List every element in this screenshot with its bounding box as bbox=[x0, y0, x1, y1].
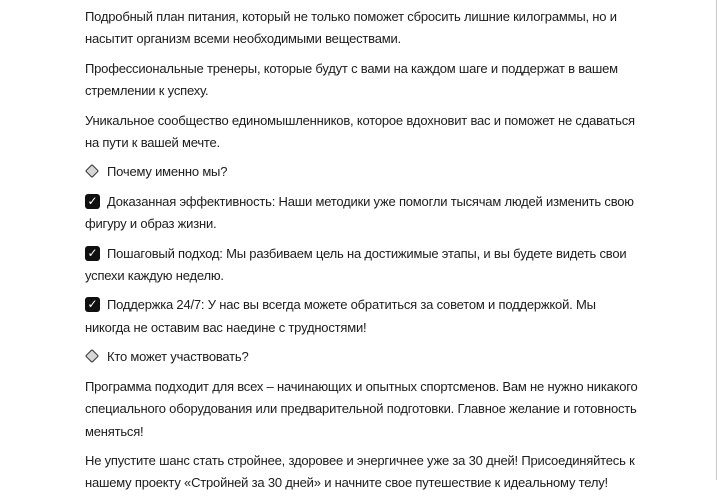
checklist-item bbox=[85, 294, 685, 339]
text-content: насытит организм всеми необходимыми веществами. bbox=[85, 31, 401, 47]
text-line bbox=[85, 80, 685, 102]
text-line bbox=[85, 450, 685, 472]
text-line bbox=[85, 161, 685, 183]
paragraph bbox=[85, 450, 685, 495]
text-line bbox=[85, 132, 685, 154]
heading bbox=[85, 346, 685, 368]
text-line bbox=[85, 265, 685, 287]
text-content: нашему проекту «Стройней за 30 дней» и начните свое путешествие к идеальному телу! bbox=[85, 475, 608, 491]
checklist-item bbox=[85, 191, 685, 236]
text-content: Не упустите шанс стать стройнее, здоровее и энергичнее уже за 30 дней! Присоединяйтесь к bbox=[85, 452, 635, 468]
text-content: Пошаговый подход: Мы разбиваем цель на достижимые этапы, и вы будете видеть свои bbox=[107, 245, 627, 261]
heading bbox=[85, 161, 685, 183]
diamond-icon bbox=[85, 350, 99, 363]
text-line bbox=[85, 398, 685, 420]
checkbox-checked-icon: ✓ bbox=[85, 194, 100, 209]
text-content: стремлении к успеху. bbox=[85, 83, 209, 99]
diamond-icon bbox=[85, 165, 99, 178]
paragraph bbox=[85, 376, 685, 443]
text-content: Доказанная эффективность: Наши методики уже помогли тысячам людей изменить свою bbox=[107, 193, 634, 209]
text-content: Подробный план питания, который не только поможет сбросить лишние килограммы, но и bbox=[85, 9, 617, 24]
checkbox-checked-icon: ✓ bbox=[85, 297, 100, 312]
text-content: Почему именно мы? bbox=[107, 164, 228, 180]
text-line bbox=[85, 421, 685, 443]
text-line bbox=[85, 317, 685, 339]
paragraph bbox=[85, 110, 685, 155]
text-line bbox=[85, 472, 685, 494]
text-content: Уникальное сообщество единомышленников, которое вдохновит вас и поможет не сдаваться bbox=[85, 112, 635, 128]
text-line bbox=[85, 213, 685, 235]
text-line bbox=[85, 376, 685, 398]
paragraph bbox=[85, 6, 685, 51]
text-content: Профессиональные тренеры, которые будут с вами на каждом шаге и поддержат в вашем bbox=[85, 60, 618, 76]
text-content: никогда не оставим вас наедине с трудностями! bbox=[85, 319, 367, 335]
text-line bbox=[85, 110, 685, 132]
text-line bbox=[85, 28, 685, 50]
checkbox-checked-icon: ✓ bbox=[85, 246, 100, 261]
text-content: меняться! bbox=[85, 423, 144, 439]
text-content: Поддержка 24/7: У нас вы всегда можете обратиться за советом и поддержкой. Мы bbox=[107, 297, 596, 313]
paragraph bbox=[85, 58, 685, 103]
text-content: фигуру и образ жизни. bbox=[85, 216, 217, 232]
text-content: Кто может участвовать? bbox=[107, 349, 249, 365]
page-right-edge-line bbox=[716, 0, 717, 480]
checklist-item bbox=[85, 243, 685, 288]
text-content: на пути к вашей мечте. bbox=[85, 135, 220, 151]
text-content: успехи каждую неделю. bbox=[85, 268, 224, 284]
text-line bbox=[85, 243, 685, 265]
text-line bbox=[85, 346, 685, 368]
text-line bbox=[85, 58, 685, 80]
text-content: специального оборудования или предварительной подготовки. Главное желание и готовность bbox=[85, 401, 637, 417]
text-line bbox=[85, 6, 685, 28]
text-line bbox=[85, 294, 685, 316]
text-content: Программа подходит для всех – начинающих и опытных спортсменов. Вам не нужно никакого bbox=[85, 378, 638, 394]
text-line bbox=[85, 191, 685, 213]
document-content bbox=[85, 6, 685, 502]
